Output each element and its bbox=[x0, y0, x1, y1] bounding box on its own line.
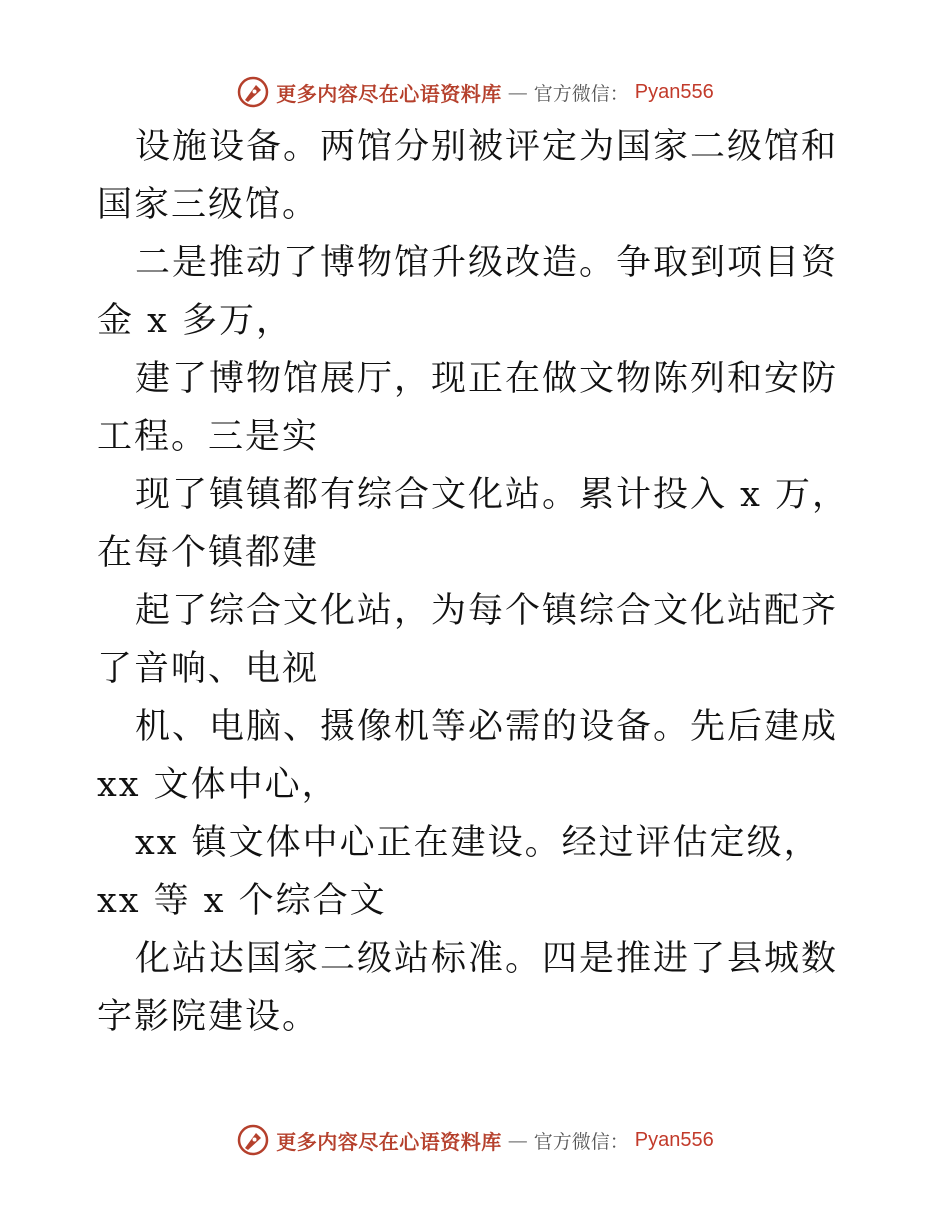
paragraph: xx 镇文体中心正在建设。经过评估定级，xx 等 x 个综合文 bbox=[97, 823, 821, 921]
footer-wechat-label: 官方微信： bbox=[533, 1130, 629, 1153]
footer-separator: — bbox=[507, 1128, 528, 1152]
header-wechat-label: 官方微信： bbox=[533, 82, 629, 105]
footer-wechat-id: Pyan556 bbox=[634, 1128, 714, 1151]
paragraph: 起了综合文化站，为每个镇综合文化站配齐了音响、电视 bbox=[97, 591, 839, 689]
document-body bbox=[97, 118, 857, 1046]
paragraph: 建了博物馆展厅，现正在做文物陈列和安防工程。三是实 bbox=[97, 359, 839, 457]
header-brand-text: 更多内容尽在心语资料库 bbox=[276, 81, 502, 106]
header-separator: — bbox=[507, 80, 528, 104]
paragraph: 现了镇镇都有综合文化站。累计投入 x 万，在每个镇都建 bbox=[97, 475, 849, 573]
pen-nib-icon bbox=[236, 75, 270, 109]
paragraph: 化站达国家二级站标准。四是推进了县城数字影院建设。 bbox=[97, 939, 839, 1037]
page-header-watermark bbox=[0, 72, 950, 112]
footer-brand-text: 更多内容尽在心语资料库 bbox=[276, 1129, 502, 1154]
paragraph: 设施设备。两馆分别被评定为国家二级馆和国家三级馆。 bbox=[97, 127, 839, 225]
pen-nib-icon bbox=[236, 1123, 270, 1157]
page-footer-watermark bbox=[0, 1120, 950, 1160]
header-wechat-id: Pyan556 bbox=[634, 80, 714, 103]
paragraph: 二是推动了博物馆升级改造。争取到项目资金 x 多万， bbox=[97, 243, 839, 341]
paragraph: 机、电脑、摄像机等必需的设备。先后建成 xx 文体中心， bbox=[97, 707, 839, 805]
